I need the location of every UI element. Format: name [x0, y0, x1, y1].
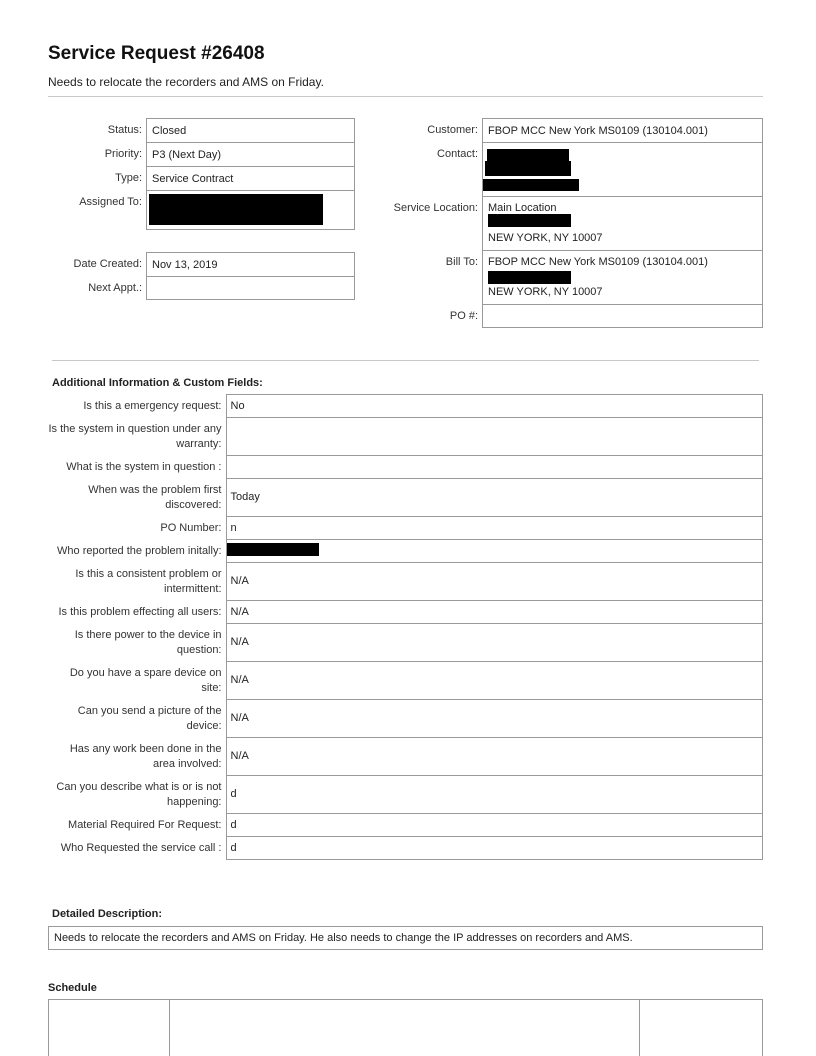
- service-location-redacted: [488, 214, 571, 227]
- custom-field-answer: N/A: [226, 738, 763, 776]
- custom-field-row: [48, 517, 763, 540]
- contact-redacted: [485, 161, 571, 176]
- description-heading: Detailed Description:: [52, 908, 163, 920]
- custom-field-question: Can you send a picture of the device:: [77, 704, 222, 732]
- custom-field-answer: d: [226, 837, 763, 860]
- priority-value: P3 (Next Day): [147, 143, 354, 167]
- custom-field-row: [48, 456, 763, 479]
- custom-field-question: Do you have a spare device on site:: [69, 666, 222, 694]
- schedule-column-divider: [639, 1000, 640, 1056]
- description-text: Needs to relocate the recorders and AMS on Friday. He also needs to change the IP addresses on recorders and AMS.: [54, 932, 633, 944]
- custom-field-question: Is there power to the device in question:: [74, 628, 222, 656]
- custom-field-question: Is the system in question under any warranty:: [48, 422, 222, 450]
- bill-to-label: Bill To:: [445, 256, 478, 268]
- status-value: Closed: [147, 119, 354, 143]
- service-location-city: NEW YORK, NY 10007: [488, 232, 603, 244]
- dates-box: [146, 252, 355, 300]
- contact-redacted: [487, 149, 569, 161]
- custom-field-answer: d: [226, 814, 763, 837]
- assigned-to-redacted: [149, 194, 323, 225]
- status-label: Status:: [107, 124, 142, 136]
- service-location-label: Service Location:: [393, 202, 478, 214]
- custom-fields-heading: Additional Information & Custom Fields:: [52, 377, 263, 389]
- custom-field-row: [48, 837, 763, 860]
- custom-field-row: [48, 814, 763, 837]
- customer-box: [482, 118, 763, 328]
- description-box: [48, 926, 763, 950]
- custom-field-row: [48, 738, 763, 776]
- service-location-name: Main Location: [488, 202, 557, 214]
- custom-field-answer: N/A: [226, 700, 763, 738]
- custom-field-answer: n: [226, 517, 763, 540]
- date-created-label: Date Created:: [73, 258, 142, 270]
- custom-field-question: When was the problem first discovered:: [88, 483, 222, 511]
- custom-field-answer: N/A: [226, 624, 763, 662]
- custom-field-answer: N/A: [226, 662, 763, 700]
- custom-field-row: [48, 563, 763, 601]
- custom-field-row: [48, 540, 763, 563]
- custom-field-question: Can you describe what is or is not happening:: [56, 780, 222, 808]
- custom-field-answer: N/A: [226, 563, 763, 601]
- custom-field-answer: N/A: [226, 601, 763, 624]
- custom-field-row: [48, 395, 763, 418]
- custom-field-row: [48, 624, 763, 662]
- reporter-redacted: [227, 543, 319, 556]
- bill-to-redacted: [488, 271, 571, 284]
- custom-field-row: [48, 479, 763, 517]
- bill-to-city: NEW YORK, NY 10007: [488, 286, 603, 298]
- status-box: [146, 118, 355, 230]
- custom-field-question: Has any work been done in the area involved:: [69, 742, 222, 770]
- custom-field-row: [48, 776, 763, 814]
- bill-to-name: FBOP MCC New York MS0109 (130104.001): [488, 256, 708, 268]
- custom-field-answer: [226, 456, 763, 479]
- custom-field-question: Material Required For Request:: [68, 818, 222, 831]
- custom-field-answer: d: [226, 776, 763, 814]
- customer-label: Customer:: [427, 124, 478, 136]
- page-title: Service Request #26408: [48, 43, 265, 64]
- custom-field-question: Is this a emergency request:: [83, 399, 222, 412]
- assigned-to-label: Assigned To:: [79, 196, 142, 208]
- po-label: PO #:: [449, 310, 478, 322]
- custom-field-answer: No: [226, 395, 763, 418]
- custom-field-answer: Today: [226, 479, 763, 517]
- contact-redacted: [483, 179, 579, 191]
- custom-field-question: Who Requested the service call :: [60, 841, 222, 854]
- po-value: [483, 305, 762, 327]
- next-appt-value: [147, 277, 354, 299]
- custom-field-row: [48, 700, 763, 738]
- custom-field-question: Is this problem effecting all users:: [58, 605, 222, 618]
- next-appt-label: Next Appt.:: [88, 282, 142, 294]
- custom-field-question: PO Number:: [160, 521, 222, 534]
- custom-field-row: [48, 418, 763, 456]
- type-label: Type:: [115, 172, 142, 184]
- contact-label: Contact:: [437, 148, 478, 160]
- type-value: Service Contract: [147, 167, 354, 191]
- customer-value: FBOP MCC New York MS0109 (130104.001): [483, 119, 762, 143]
- schedule-column-divider: [169, 1000, 170, 1056]
- priority-label: Priority:: [104, 148, 142, 160]
- custom-fields-table: [48, 394, 763, 860]
- page-subtitle: Needs to relocate the recorders and AMS on Friday.: [48, 75, 324, 89]
- custom-field-question: Is this a consistent problem or intermittent:: [75, 567, 222, 595]
- custom-field-row: [48, 601, 763, 624]
- custom-field-question: What is the system in question :: [66, 460, 222, 473]
- schedule-heading: Schedule: [48, 982, 97, 994]
- divider: [52, 360, 759, 361]
- date-created-value: Nov 13, 2019: [147, 253, 354, 277]
- schedule-table: [48, 999, 763, 1056]
- custom-field-answer: [226, 418, 763, 456]
- custom-field-answer: [226, 540, 763, 563]
- custom-field-row: [48, 662, 763, 700]
- custom-field-question: Who reported the problem initally:: [57, 544, 222, 557]
- divider: [48, 96, 763, 97]
